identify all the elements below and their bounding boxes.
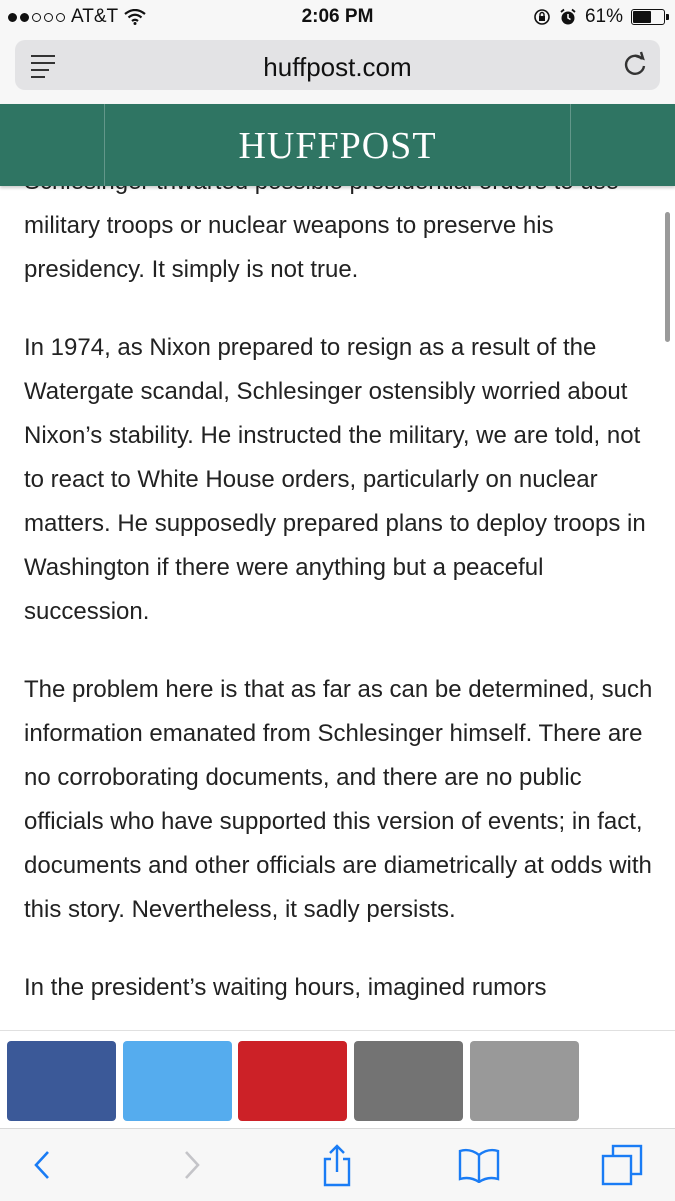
back-icon[interactable]	[20, 1143, 64, 1187]
article-paragraph: In 1974, as Nixon prepared to resign as a result of the Watergate scandal, Schlesinger ostensibly worried about Nixon’s stability. He instructed the military, we are told, not to react to White House orders, particularly on nuclear matters. He supposedly prepared plans to deploy troops in Washington if there were anything but a peaceful succession.	[24, 334, 646, 625]
article-paragraph: The problem here is that as far as can be determined, such information emanated from Schlesinger himself. There are no corroborating documents, and there are no public officials who have supported this version of events; in fact, documents and other officials are diametrically at odds with this story. Nevertheless, it sadly persists.	[24, 676, 653, 923]
forward-icon[interactable]	[170, 1143, 214, 1187]
address-bar[interactable]	[15, 40, 660, 90]
reload-icon[interactable]	[622, 50, 648, 78]
browser-address-area	[0, 34, 675, 104]
tabs-icon[interactable]	[600, 1143, 644, 1187]
article-paragraph: military troops or nuclear weapons to preserve his presidency. It simply is not true.	[24, 212, 554, 283]
twitter-share-button[interactable]	[123, 1041, 232, 1121]
scroll-indicator[interactable]	[665, 212, 670, 342]
article-paragraph: In the president’s waiting hours, imagined rumors	[24, 974, 547, 1001]
email-share-button[interactable]	[354, 1041, 463, 1121]
site-header	[0, 104, 675, 186]
article-body	[0, 160, 675, 1030]
facebook-share-button[interactable]	[7, 1041, 116, 1121]
carrier-label: AT&T	[71, 6, 119, 27]
battery-percent: 61%	[584, 6, 623, 27]
rotation-lock-icon	[533, 8, 551, 26]
more-share-button[interactable]	[470, 1041, 579, 1121]
share-bar	[0, 1030, 675, 1129]
browser-toolbar	[0, 1128, 675, 1201]
status-right	[533, 6, 665, 28]
site-logo[interactable]: HUFFPOST	[238, 125, 437, 167]
url-text[interactable]: huffpost.com	[263, 52, 412, 82]
status-time: 2:06 PM	[301, 6, 374, 27]
status-bar	[0, 0, 675, 34]
pinterest-share-button[interactable]	[238, 1041, 347, 1121]
battery-icon	[631, 9, 665, 25]
battery-level	[633, 11, 651, 23]
share-icon[interactable]	[315, 1143, 359, 1187]
alarm-icon	[559, 8, 577, 26]
bookmarks-icon[interactable]	[457, 1143, 501, 1187]
